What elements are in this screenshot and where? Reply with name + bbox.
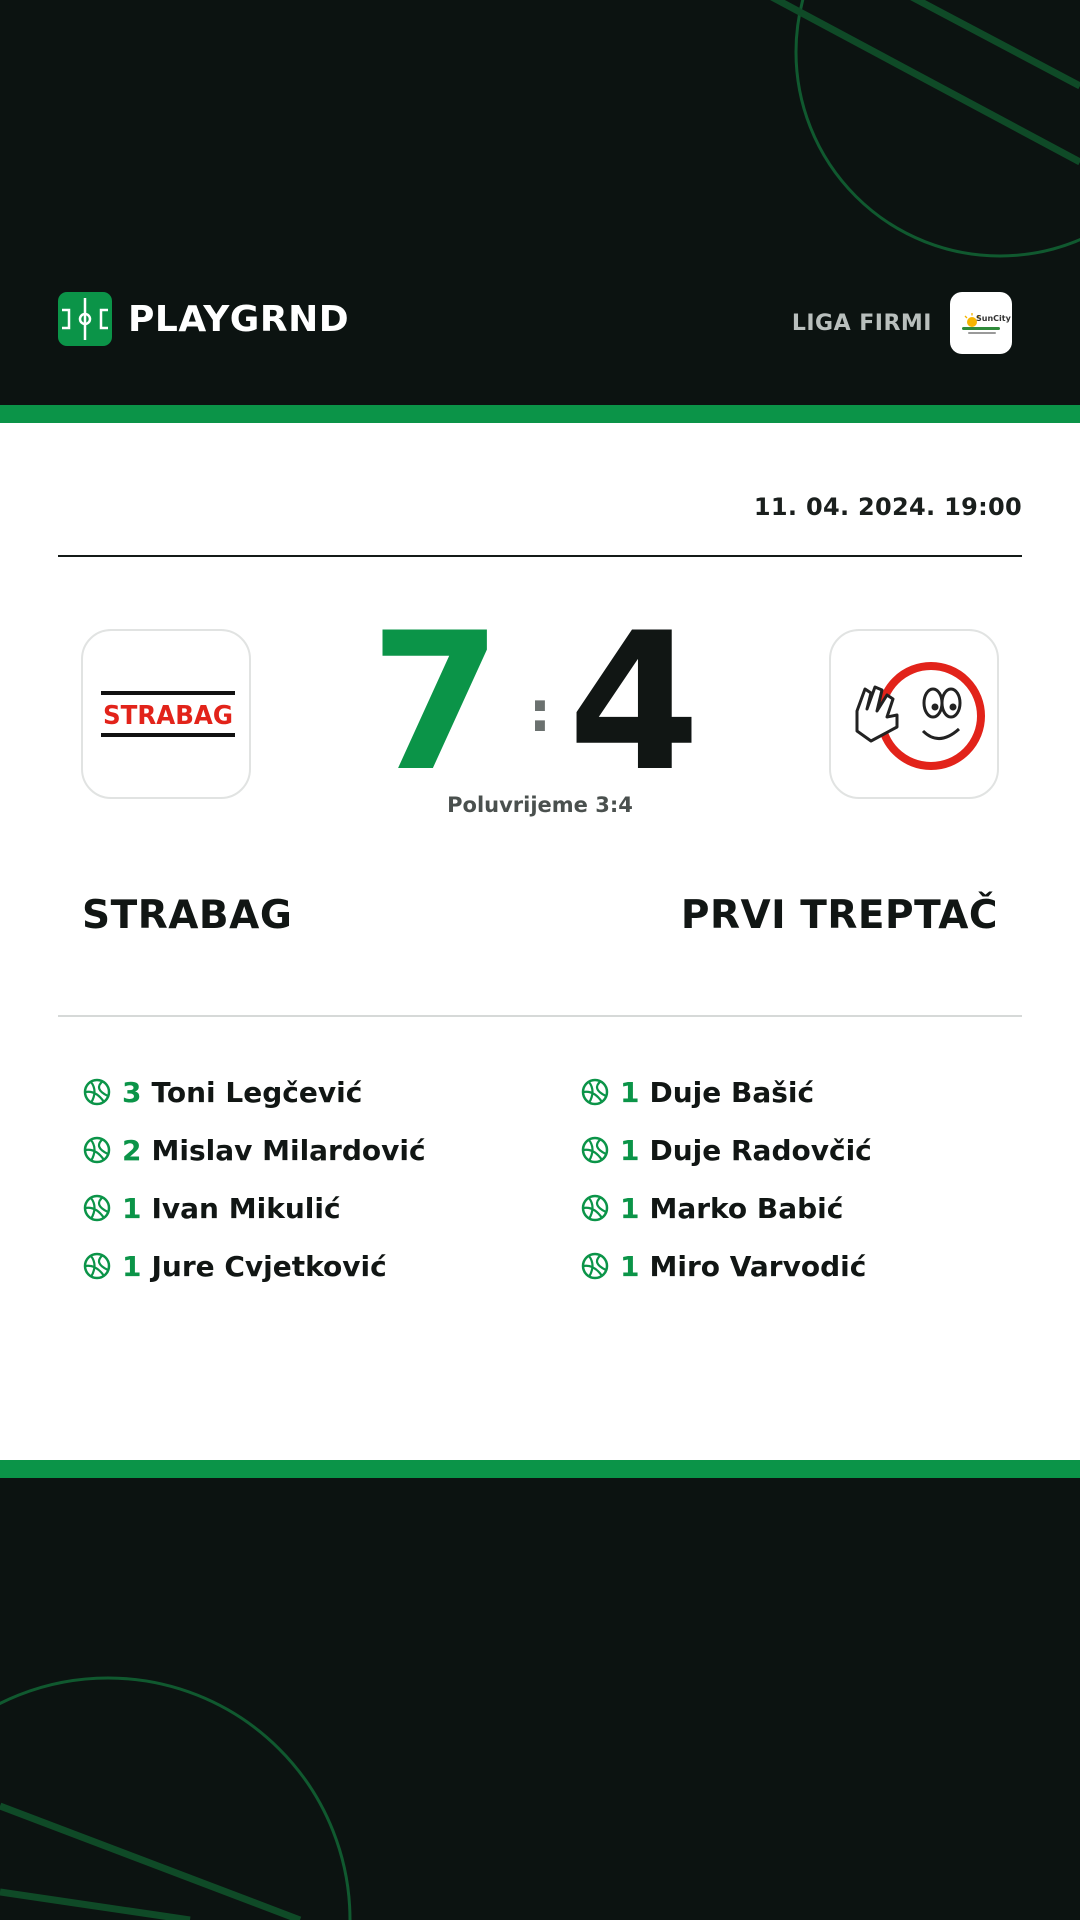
- brand: [58, 292, 349, 346]
- goal-count: 3: [122, 1075, 142, 1109]
- ball-icon: [580, 1251, 610, 1281]
- brand-name: PLAYGRND: [128, 298, 350, 340]
- divider: [58, 1015, 1022, 1017]
- scorer-row: [580, 1179, 1020, 1237]
- home-scorers-list: [82, 1063, 522, 1295]
- divider: [58, 555, 1022, 557]
- league-info: [792, 292, 1012, 354]
- goal-count: 2: [122, 1133, 142, 1167]
- match-datetime: 11. 04. 2024. 19:00: [753, 493, 1022, 521]
- player-name: Mislav Milardović: [151, 1133, 426, 1167]
- scorer-row: [580, 1237, 1020, 1295]
- accent-stripe-top: [0, 405, 1080, 423]
- footer: [0, 1478, 1080, 1920]
- sponsor-logo: [950, 292, 1012, 354]
- away-team-name: PRVI TREPTAČ: [680, 893, 998, 938]
- league-label: LIGA FIRMI: [791, 310, 932, 336]
- player-name: Jure Cvjetković: [151, 1249, 387, 1283]
- goal-count: 1: [620, 1075, 640, 1109]
- scorer-row: [580, 1063, 1020, 1121]
- header: [0, 0, 1080, 405]
- scorer-row: [82, 1237, 522, 1295]
- ball-icon: [580, 1135, 610, 1165]
- halftime-score: Poluvrijeme 3:4: [447, 793, 633, 817]
- scorer-row: [82, 1179, 522, 1237]
- home-team-name: STRABAG: [82, 893, 293, 938]
- pitch-lines-decoration: [0, 1478, 1080, 1920]
- player-name: Toni Legčević: [151, 1075, 363, 1109]
- goal-count: 1: [620, 1133, 640, 1167]
- goal-count: 1: [620, 1249, 640, 1283]
- ball-icon: [82, 1135, 112, 1165]
- football-pitch-icon: [58, 292, 112, 346]
- player-name: Duje Bašić: [649, 1075, 815, 1109]
- goal-count: 1: [122, 1191, 142, 1225]
- scorer-row: [580, 1121, 1020, 1179]
- ball-icon: [580, 1193, 610, 1223]
- player-name: Duje Radovčić: [649, 1133, 872, 1167]
- home-score: 7: [369, 592, 502, 813]
- ball-icon: [82, 1251, 112, 1281]
- ball-icon: [82, 1193, 112, 1223]
- player-name: Marko Babić: [649, 1191, 844, 1225]
- accent-stripe-bottom: [0, 1460, 1080, 1478]
- scorer-row: [82, 1063, 522, 1121]
- sponsor-logo-text: SunCity: [976, 314, 1011, 323]
- away-score: 4: [568, 592, 701, 813]
- home-logo-text: STRABAG: [103, 701, 233, 731]
- player-name: Ivan Mikulić: [151, 1191, 341, 1225]
- ball-icon: [580, 1077, 610, 1107]
- score-separator: :: [528, 680, 552, 745]
- ball-icon: [82, 1077, 112, 1107]
- away-scorers-list: [580, 1063, 1020, 1295]
- scorer-row: [82, 1121, 522, 1179]
- goal-count: 1: [620, 1191, 640, 1225]
- match-card: [0, 423, 1080, 1460]
- away-team-logo: [829, 629, 999, 799]
- goal-count: 1: [122, 1249, 142, 1283]
- player-name: Miro Varvodić: [649, 1249, 867, 1283]
